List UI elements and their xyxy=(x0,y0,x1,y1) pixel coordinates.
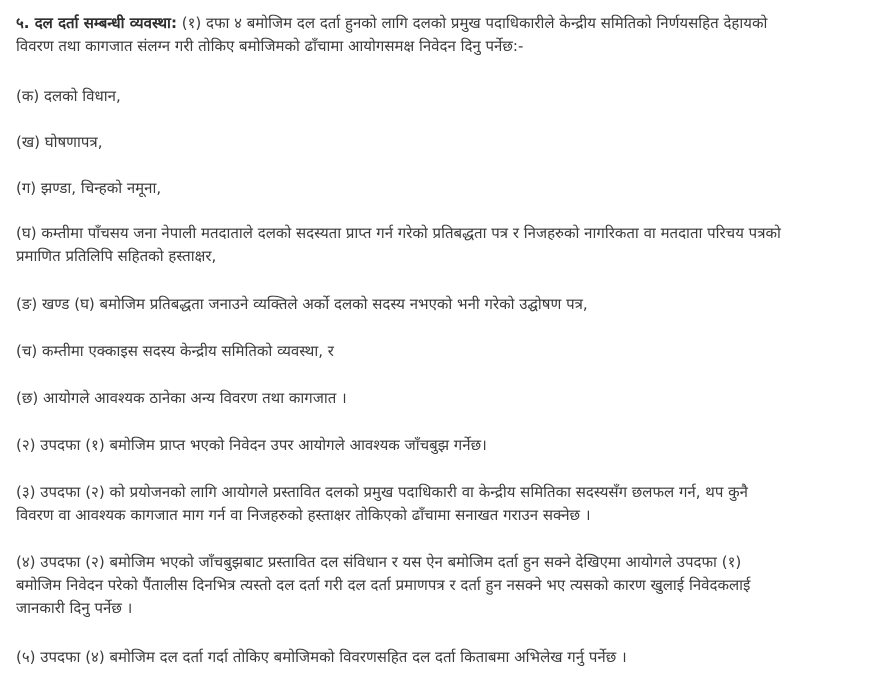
subsection-3-line-1: (३) उपदफा (२) को प्रयोजनको लागि आयोगले प्रस्तावित दलको प्रमुख पदाधिकारी वा केन्द्रीय समितिका सदस्यसँग छलफल गर्न, थप कुनै xyxy=(16,483,748,501)
list-item-chha xyxy=(16,387,882,410)
list-item-cha-text: (च) कम्तीमा एक्काइस सदस्य केन्द्रीय समितिको व्यवस्था, र xyxy=(16,342,334,360)
list-item-gha-line-2: प्रमाणित प्रतिलिपि सहितको हस्ताक्षर, xyxy=(16,247,217,265)
subsection-4-line-2: बमोजिम निवेदन परेको पैंतालीस दिनभित्र त्यस्तो दल दर्ता गरी दल दर्ता प्रमाणपत्र र दर्ता हुन नसक्ने भए त्यसको कारण खुलाई निवेदकलाई xyxy=(16,576,751,594)
section-intro xyxy=(16,12,882,58)
list-item-chha-text: (छ) आयोगले आवश्यक ठानेका अन्य विवरण तथा कागजात । xyxy=(16,389,347,407)
subsection-5 xyxy=(16,646,882,669)
list-item-nga-text: (ङ) खण्ड (घ) बमोजिम प्रतिबद्धता जनाउने व्यक्तिले अर्को दलको सदस्य नभएको भनी गरेको उद्घोषण पत्र, xyxy=(16,295,588,313)
section-intro-text-1: (१) दफा ४ बमोजिम दल दर्ता हुनको लागि दलको प्रमुख पदाधिकारीले केन्द्रीय समितिको निर्णयसहित देहायको xyxy=(176,14,768,32)
list-item-gha-line-1: (घ) कम्तीमा पाँचसय जना नेपाली मतदाताले दलको सदस्यता प्राप्त गर्न गरेको प्रतिबद्धता पत्र र निजहरुको नागरिकता वा मतदाता परिचय पत्रको xyxy=(16,224,781,242)
list-item-kha-text: (ख) घोषणापत्र, xyxy=(16,133,103,151)
list-item-kha xyxy=(16,131,882,154)
subsection-5-text: (५) उपदफा (४) बमोजिम दल दर्ता गर्दा तोकिए बमोजिमको विवरणसहित दल दर्ता किताबमा अभिलेख गर्नु पर्नेछ । xyxy=(16,648,627,666)
list-item-ka xyxy=(16,85,882,108)
section-intro-line-1 xyxy=(16,12,882,35)
list-item-cha xyxy=(16,340,882,363)
subsection-4-line-3: जानकारी दिनु पर्नेछ । xyxy=(16,599,133,617)
subsection-4-line-1: (४) उपदफा (२) बमोजिम भएको जाँचबुझबाट प्रस्तावित दल संविधान र यस ऐन बमोजिम दर्ता हुन सक्ने देखिएमा आयोगले उपदफा (१) xyxy=(16,553,742,571)
list-item-nga xyxy=(16,293,882,316)
subsection-2 xyxy=(16,434,882,457)
section-heading: ५. दल दर्ता सम्बन्धी व्यवस्था: xyxy=(16,14,177,32)
section-intro-text-2: विवरण तथा कागजात संलग्न गरी तोकिए बमोजिमको ढाँचामा आयोगसमक्ष निवेदन दिनु पर्नेछ:- xyxy=(16,37,524,55)
subsection-3 xyxy=(16,481,882,527)
list-item-ga-text: (ग) झण्डा, चिन्हको नमूना, xyxy=(16,179,162,197)
subsection-3-line-2: विवरण वा आवश्यक कागजात माग गर्न वा निजहरुको हस्ताक्षर तोकिएको ढाँचामा सनाखत गराउन सक्नेछ । xyxy=(16,506,591,524)
subsection-4 xyxy=(16,551,882,620)
list-item-ga xyxy=(16,177,882,200)
list-item-ka-text: (क) दलको विधान, xyxy=(16,87,121,105)
list-item-gha xyxy=(16,222,882,268)
subsection-2-text: (२) उपदफा (१) बमोजिम प्राप्त भएको निवेदन उपर आयोगले आवश्यक जाँचबुझ गर्नेछ। xyxy=(16,436,487,454)
